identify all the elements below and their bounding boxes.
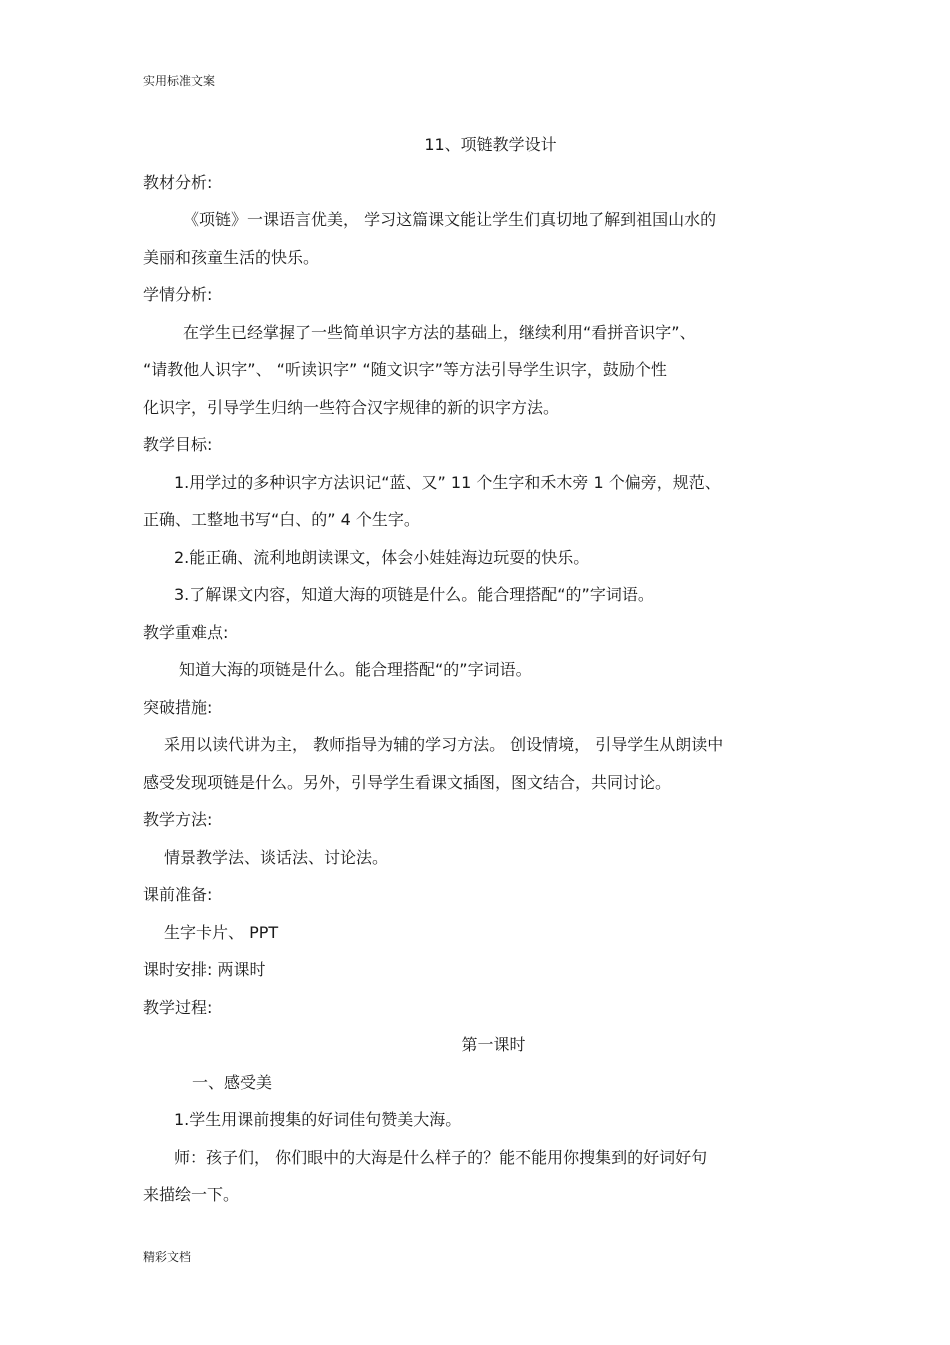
section-heading: 学情分析: (143, 285, 213, 304)
document-body (143, 126, 808, 1214)
paragraph-line: 来描绘一下。 (143, 1185, 240, 1204)
section-heading: 教学目标: (143, 435, 213, 454)
section-heading: 课时安排: 两课时 (143, 960, 266, 979)
paragraph-line: 生字卡片、 PPT (164, 922, 279, 942)
section-heading: 教材分析: (143, 172, 213, 192)
list-item-continuation: 正确、工整地书写“白、的” 4 个生字。 (143, 510, 420, 529)
list-item: 1.学生用课前搜集的好词佳句赞美大海。 (174, 1110, 462, 1129)
paragraph-line: 知道大海的项链是什么。能合理搭配“的”字词语。 (179, 660, 532, 679)
paragraph-line: 情景教学法、谈话法、讨论法。 (164, 847, 389, 867)
paragraph-line: 采用以读代讲为主， 教师指导为辅的学习方法。 创设情境， 引导学生从朗读中 (164, 735, 724, 754)
list-item: 2.能正确、流利地朗读课文，体会小娃娃海边玩耍的快乐。 (174, 547, 590, 567)
section-heading: 突破措施: (143, 697, 213, 717)
subsection-heading: 一、感受美 (192, 1072, 273, 1092)
paragraph-line: 在学生已经掌握了一些简单识字方法的基础上，继续利用“看拼音识字”、 (183, 322, 696, 342)
lesson-heading: 第一课时 (461, 1035, 526, 1054)
paragraph-line: 美丽和孩童生活的快乐。 (143, 247, 320, 267)
section-heading: 课前准备: (143, 885, 213, 904)
list-item: 3.了解课文内容，知道大海的项链是什么。能合理搭配“的”字词语。 (174, 585, 654, 604)
paragraph-line: 感受发现项链是什么。另外，引导学生看课文插图，图文结合，共同讨论。 (143, 772, 672, 792)
paragraph-line: 师：孩子们， 你们眼中的大海是什么样子的？能不能用你搜集到的好词好句 (174, 1147, 708, 1167)
section-heading: 教学重难点: (143, 622, 229, 642)
section-heading: 教学方法: (143, 810, 213, 829)
paragraph-line: 化识字，引导学生归纳一些符合汉字规律的新的识字方法。 (143, 397, 560, 417)
document-title: 11、项链教学设计 (424, 135, 557, 154)
page-footer: 精彩文档 (143, 1250, 192, 1264)
list-item: 1.用学过的多种识字方法识记“蓝、又” 11 个生字和禾木旁 1 个偏旁，规范、 (174, 472, 721, 492)
paragraph-line: “请教他人识字”、 “听读识字” “随文识字”等方法引导学生识字，鼓励个性 (143, 360, 667, 379)
page-header: 实用标准文案 (143, 74, 216, 88)
section-heading: 教学过程: (143, 997, 213, 1017)
paragraph-line: 《项链》一课语言优美， 学习这篇课文能让学生们真切地了解到祖国山水的 (183, 210, 717, 229)
